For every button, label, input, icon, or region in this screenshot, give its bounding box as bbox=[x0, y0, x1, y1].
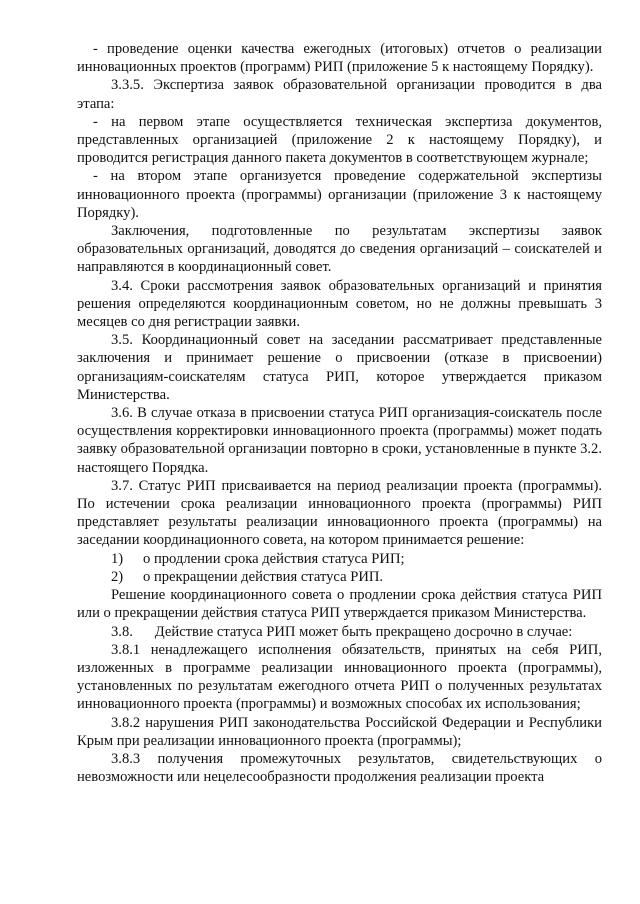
list-item bbox=[77, 568, 602, 586]
paragraph-decision: Решение координационного совета о продлении срока действия статуса РИП или о прекращении действия статуса РИП утверждается приказом Министерства. bbox=[77, 587, 602, 622]
list-item-text: о прекращении действия статуса РИП. bbox=[143, 568, 384, 585]
paragraph-3-3-5: 3.3.5. Экспертиза заявок образовательной организации проводится в два этапа: bbox=[77, 77, 602, 112]
paragraph-3-8-2: 3.8.2 нарушения РИП законодательства Российской Федерации и Республики Крым при реализации инновационного проекта (программы); bbox=[77, 714, 602, 749]
paragraph-stage-two: - на втором этапе организуется проведение содержательной экспертизы инновационного проекта (программы) организации (приложение 3 к настоящему Порядку). bbox=[77, 168, 602, 221]
paragraph-3-4: 3.4. Сроки рассмотрения заявок образовательных организаций и принятия решения определяются координационным советом, но не должны превышать 3 месяцев со дня регистрации заявки. bbox=[77, 277, 602, 331]
paragraph-3-8-1: 3.8.1 ненадлежащего исполнения обязательств, принятых на себя РИП, изложенных в программе реализации инновационного проекта (программы), установленных по результатам ежегодного отчета РИП о полученных результатах инновационного проекта (программы) и возможных способах их использования; bbox=[77, 641, 602, 713]
paragraph-stage-one: - на первом этапе осуществляется техническая экспертиза документов, представленных организацией (приложение 2 к настоящему Порядку), и проводится регистрация данного пакета документов в соответствующем журнале; bbox=[77, 113, 602, 167]
list-item bbox=[77, 550, 602, 568]
list-item-text: о продлении срока действия статуса РИП; bbox=[143, 550, 405, 567]
paragraph-3-8: 3.8. Действие статуса РИП может быть прекращено досрочно в случае: bbox=[111, 623, 573, 640]
paragraph-3-8-3: 3.8.3 получения промежуточных результатов, свидетельствующих о невозможности или нецелесообразности продолжения реализации проекта bbox=[77, 750, 602, 786]
list-item-number: 1) bbox=[111, 550, 124, 567]
document-page bbox=[77, 40, 602, 786]
paragraph-conclusions: Заключения, подготовленные по результатам экспертизы заявок образовательных организаций, доводятся до сведения организаций – соискателей и направляются в координационный совет. bbox=[77, 223, 602, 276]
paragraph-3-7: 3.7. Статус РИП присваивается на период реализации проекта (программы). По истечении срока реализации инновационного проекта (программы) РИП представляет результаты реализации инновационного проекта (программы) на заседании координационного совета, на котором принимается решение: bbox=[77, 477, 602, 549]
paragraph-3-5: 3.5. Координационный совет на заседании рассматривает представленные заключения и принимает решение о присвоении (отказе в присвоении) организациям-соискателям статуса РИП, которое утверждается приказом Министерства. bbox=[77, 332, 602, 403]
paragraph-report-assessment: - проведение оценки качества ежегодных (итоговых) отчетов о реализации инновационных проектов (программ) РИП (приложение 5 к настоящему Порядку). bbox=[77, 41, 602, 76]
decision-list bbox=[77, 550, 602, 586]
paragraph-3-6: 3.6. В случае отказа в присвоении статуса РИП организация-соискатель после осуществления корректировки инновационного проекта (программы) может подать заявку образовательной организации повторно в сроки, установленные в пункте 3.2. настоящего Порядка. bbox=[77, 405, 602, 476]
list-item-number: 2) bbox=[111, 568, 124, 585]
